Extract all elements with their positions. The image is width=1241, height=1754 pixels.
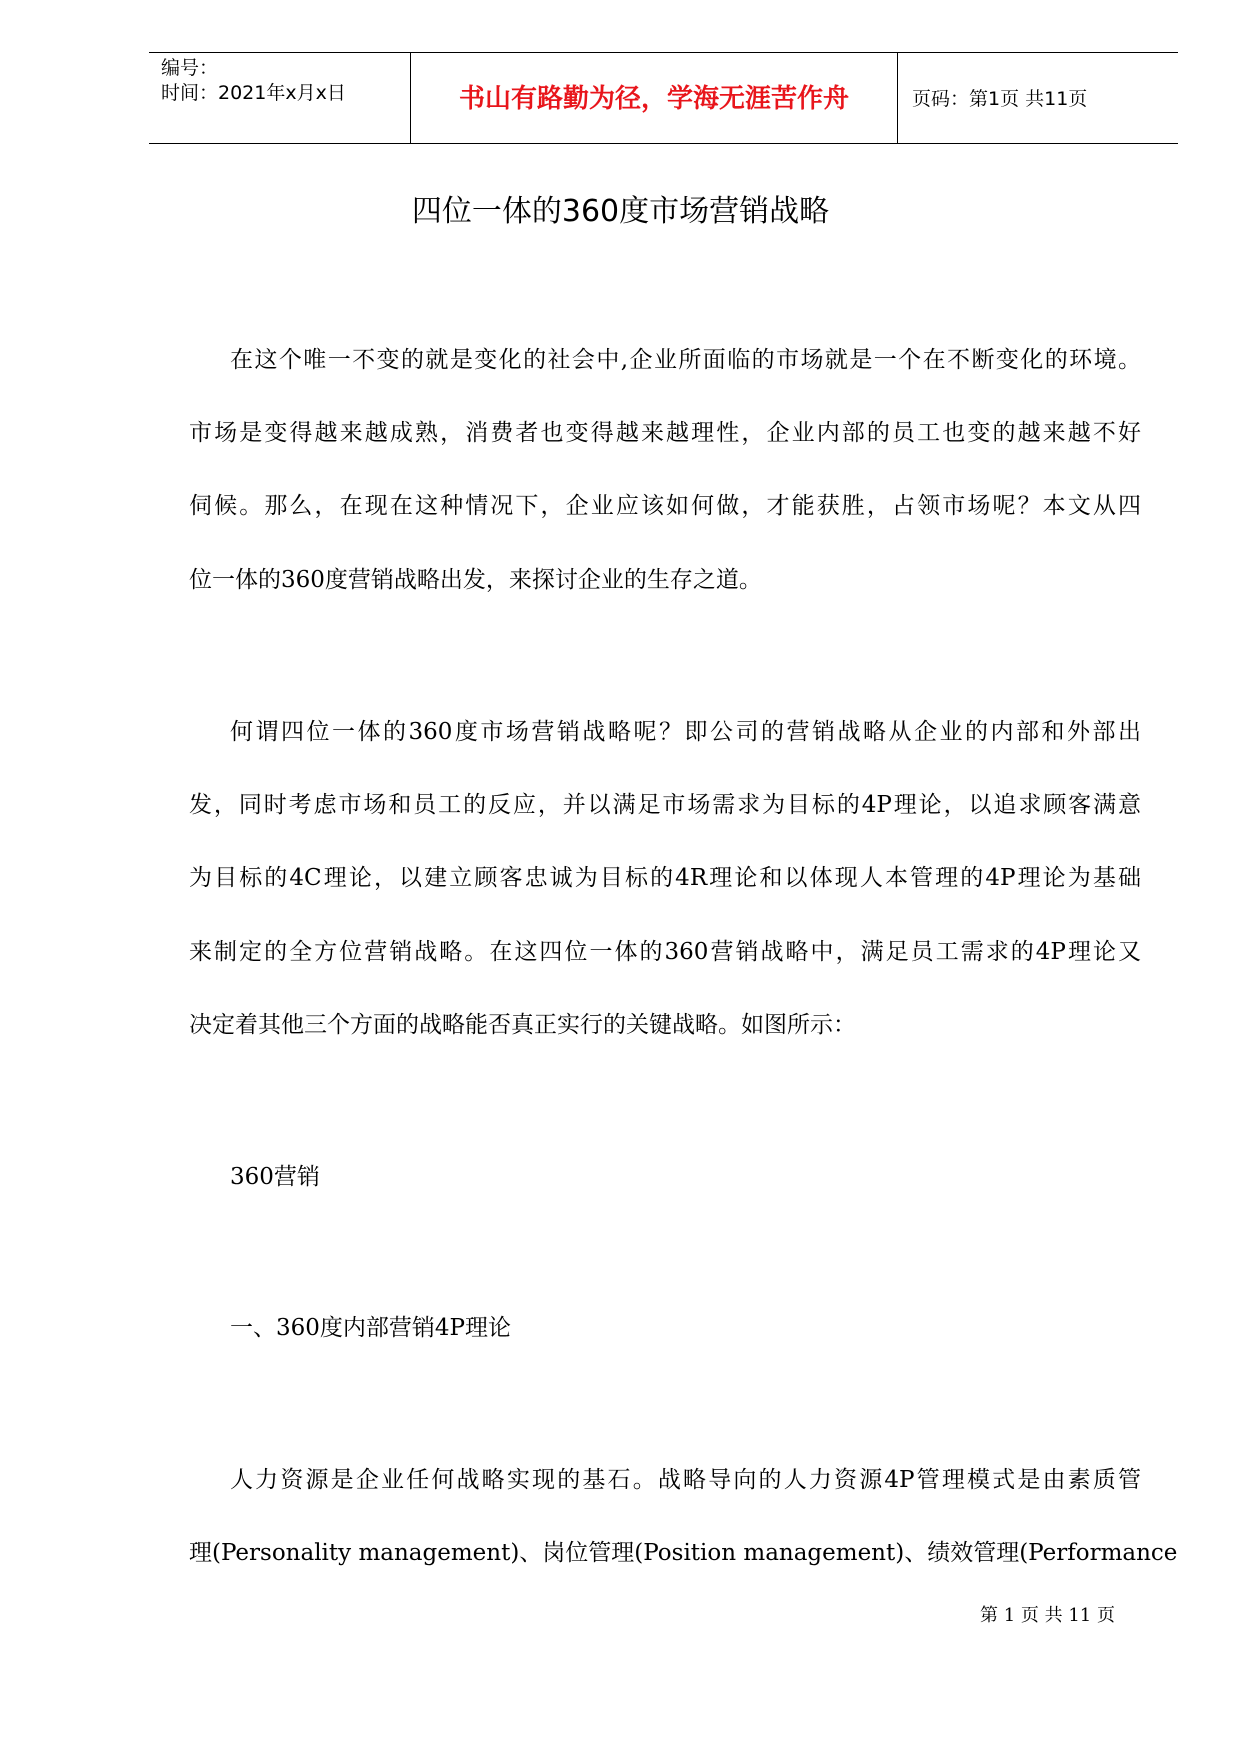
header-motto: 书山有路勤为径，学海无涯苦作舟 (458, 84, 849, 114)
document-time-label: 时间：2021年x月x日 (161, 82, 346, 104)
paragraph-3-line-1: 人力资源是企业任何战略实现的基石。战略导向的人力资源4P管理模式是由素质管 (230, 1467, 1141, 1493)
section-heading: 一、360度内部营销4P理论 (230, 1315, 512, 1341)
header-page-cell (898, 53, 1178, 143)
paragraph-2-line-1: 何谓四位一体的360度市场营销战略呢？即公司的营销战略从企业的内部和外部出 (230, 719, 1141, 745)
paragraph-1-line-1: 在这个唯一不变的就是变化的社会中,企业所面临的市场就是一个在不断变化的环境。 (230, 347, 1141, 373)
header-page-code: 页码：第1页 共11页 (912, 88, 1088, 110)
header-motto-cell (411, 53, 898, 143)
figure-label: 360营销 (230, 1164, 320, 1190)
page-footer: 第 1 页 共 11 页 (980, 1605, 1115, 1626)
paragraph-2-line-4: 来制定的全方位营销战略。在这四位一体的360营销战略中，满足员工需求的4P理论又 (189, 939, 1141, 965)
paragraph-1-line-4: 位一体的360度营销战略出发，来探讨企业的生存之道。 (189, 567, 762, 593)
header-info-cell (149, 53, 411, 143)
document-number-label: 编号： (161, 57, 219, 79)
paragraph-2-line-5: 决定着其他三个方面的战略能否真正实行的关键战略。如图所示： (189, 1012, 856, 1038)
document-title: 四位一体的360度市场营销战略 (411, 194, 830, 229)
paragraph-1-line-3: 伺候。那么，在现在这种情况下，企业应该如何做，才能获胜，占领市场呢？本文从四 (189, 493, 1141, 519)
paragraph-2-line-2: 发，同时考虑市场和员工的反应，并以满足市场需求为目标的4P理论，以追求顾客满意 (189, 792, 1141, 818)
document-header (149, 52, 1178, 144)
paragraph-2-line-3: 为目标的4C理论，以建立顾客忠诚为目标的4R理论和以体现人本管理的4P理论为基础 (189, 865, 1141, 891)
paragraph-3-line-2: 理(Personality management)、岗位管理(Position management)、绩效管理(Performance (189, 1540, 1178, 1566)
paragraph-1-line-2: 市场是变得越来越成熟，消费者也变得越来越理性，企业内部的员工也变的越来越不好 (189, 420, 1141, 446)
